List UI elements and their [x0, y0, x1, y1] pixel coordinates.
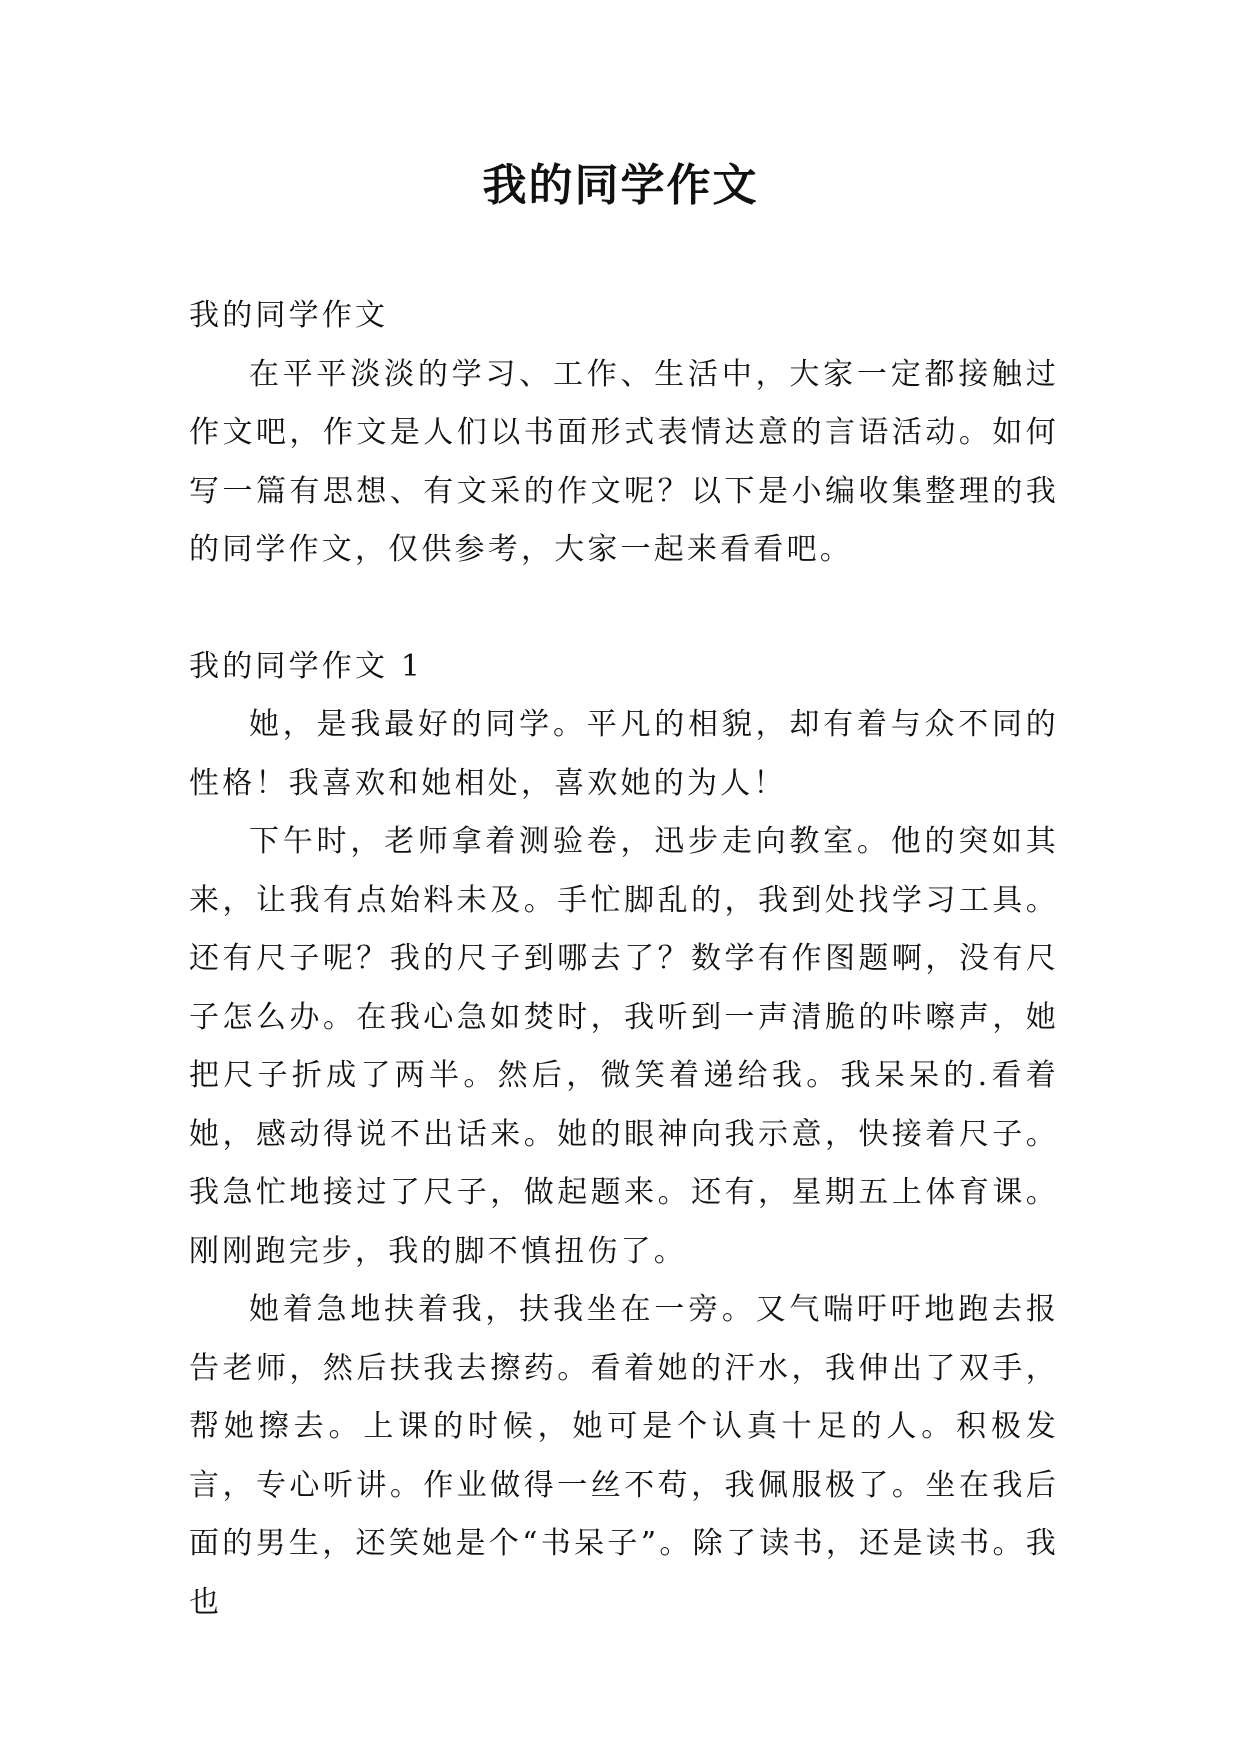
- document-body: [189, 287, 1059, 1632]
- section-1-paragraph-2: 下午时，老师拿着测验卷，迅步走向教室。他的突如其来，让我有点始料未及。手忙脚乱的，我到处找学习工具。还有尺子呢？我的尺子到哪去了？数学有作图题啊，没有尺子怎么办。在我心急如焚时，我听到一声清脆的咔嚓声，她把尺子折成了两半。然后，微笑着递给我。我呆呆的.看着她，感动得说不出话来。她的眼神向我示意，快接着尺子。我急忙地接过了尺子，做起题来。还有，星期五上体育课。刚刚跑完步，我的脚不慎扭伤了。: [189, 824, 1059, 1269]
- intro-paragraph: 在平平淡淡的学习、工作、生活中，大家一定都接触过作文吧，作文是人们以书面形式表情达意的言语活动。如何写一篇有思想、有文采的作文呢？以下是小编收集整理的我的同学作文，仅供参考，大家一起来看看吧。: [189, 356, 1059, 567]
- document-title: 我的同学作文: [482, 160, 759, 211]
- intro-heading: 我的同学作文: [189, 298, 389, 333]
- section-1-paragraph-1: 她，是我最好的同学。平凡的相貌，却有着与众不同的性格！我喜欢和她相处，喜欢她的为人！: [189, 707, 1059, 801]
- section-1-paragraph-3: 她着急地扶着我，扶我坐在一旁。又气喘吁吁地跑去报告老师，然后扶我去擦药。看着她的汗水，我伸出了双手，帮她擦去。上课的时候，她可是个认真十足的人。积极发言，专心听讲。作业做得一丝不苟，我佩服极了。坐在我后面的男生，还笑她是个“书呆子”。除了读书，还是读书。我也: [189, 1292, 1059, 1620]
- section-spacer: [189, 580, 1059, 638]
- section-1-heading: 我的同学作文 1: [189, 648, 424, 684]
